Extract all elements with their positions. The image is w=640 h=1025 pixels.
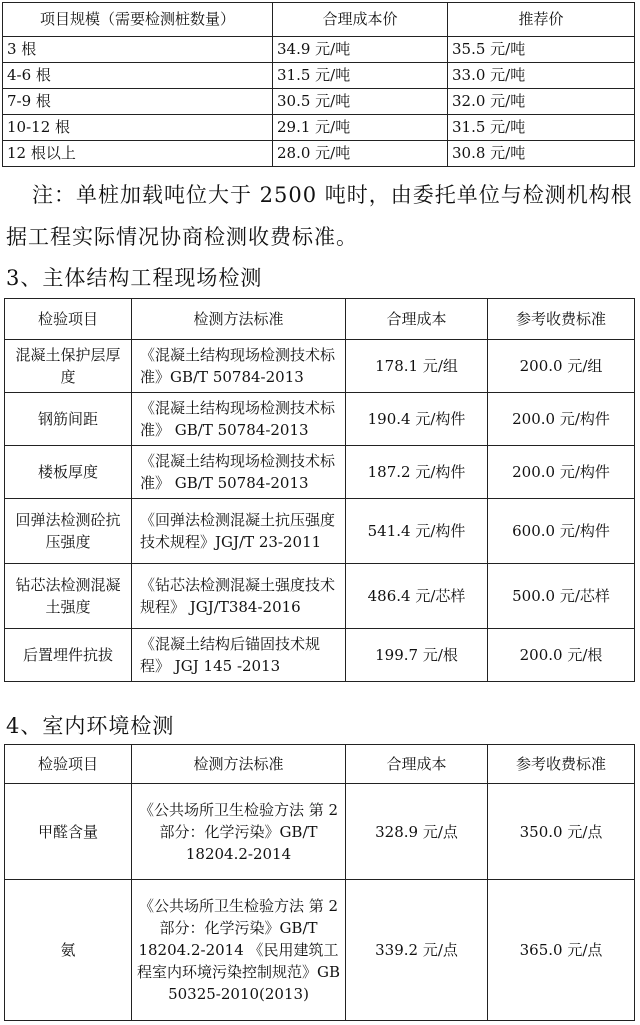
indoor-environment-table bbox=[4, 744, 635, 1021]
table-cell: 178.1 元/组 bbox=[346, 340, 488, 393]
column-header: 参考收费标准 bbox=[488, 745, 635, 784]
table-cell: 《回弹法检测混凝土抗压强度技术规程》JGJ/T 23-2011 bbox=[132, 499, 346, 564]
note-paragraph: 注：单桩加载吨位大于 2500 吨时，由委托单位与检测机构根据工程实际情况协商检测收费标准。 bbox=[6, 183, 633, 249]
table-cell: 《公共场所卫生检验方法 第 2 部分：化学污染》GB/T 18204.2-2014 《民用建筑工程室内环境污染控制规范》GB 50325-2010(2013) bbox=[132, 880, 346, 1021]
table-row bbox=[5, 880, 635, 1021]
table-cell: 541.4 元/构件 bbox=[346, 499, 488, 564]
table-cell: 甲醛含量 bbox=[5, 784, 132, 880]
table-row bbox=[3, 63, 635, 89]
table-cell: 楼板厚度 bbox=[5, 446, 132, 499]
table-cell: 《混凝土结构后锚固技术规程》 JGJ 145 -2013 bbox=[132, 629, 346, 682]
table-cell: 29.1 元/吨 bbox=[273, 115, 448, 141]
table-cell: 30.8 元/吨 bbox=[448, 141, 635, 167]
table-cell: 350.0 元/点 bbox=[488, 784, 635, 880]
table-header-row bbox=[3, 3, 635, 37]
table-cell: 500.0 元/芯样 bbox=[488, 564, 635, 629]
table-cell: 31.5 元/吨 bbox=[273, 63, 448, 89]
table-row bbox=[5, 393, 635, 446]
column-header: 检验项目 bbox=[5, 299, 132, 340]
table-row bbox=[5, 629, 635, 682]
table-header-row bbox=[5, 745, 635, 784]
table-cell: 31.5 元/吨 bbox=[448, 115, 635, 141]
table-cell: 3 根 bbox=[3, 37, 273, 63]
table-cell: 486.4 元/芯样 bbox=[346, 564, 488, 629]
table-cell: 34.9 元/吨 bbox=[273, 37, 448, 63]
table-cell: 200.0 元/根 bbox=[488, 629, 635, 682]
table-cell: 10-12 根 bbox=[3, 115, 273, 141]
table-cell: 200.0 元/构件 bbox=[488, 446, 635, 499]
table-cell: 回弹法检测砼抗压强度 bbox=[5, 499, 132, 564]
table-cell: 30.5 元/吨 bbox=[273, 89, 448, 115]
table-row bbox=[3, 37, 635, 63]
table-row bbox=[5, 499, 635, 564]
table-cell: 钻芯法检测混凝土强度 bbox=[5, 564, 132, 629]
table-cell: 199.7 元/根 bbox=[346, 629, 488, 682]
table-cell: 4-6 根 bbox=[3, 63, 273, 89]
section-heading: 4、室内环境检测 bbox=[6, 714, 175, 738]
column-header: 合理成本 bbox=[346, 745, 488, 784]
table-cell: 339.2 元/点 bbox=[346, 880, 488, 1021]
table-row bbox=[3, 115, 635, 141]
table-cell: 200.0 元/组 bbox=[488, 340, 635, 393]
table-cell: 《混凝土结构现场检测技术标准》GB/T 50784-2013 bbox=[132, 340, 346, 393]
table-row bbox=[5, 784, 635, 880]
column-header: 合理成本 bbox=[346, 299, 488, 340]
column-header: 合理成本价 bbox=[273, 3, 448, 37]
column-header: 检验项目 bbox=[5, 745, 132, 784]
table-cell: 7-9 根 bbox=[3, 89, 273, 115]
table-row bbox=[3, 141, 635, 167]
column-header: 推荐价 bbox=[448, 3, 635, 37]
table-header-row bbox=[5, 299, 635, 340]
table-cell: 28.0 元/吨 bbox=[273, 141, 448, 167]
table-row bbox=[5, 340, 635, 393]
table-cell: 后置埋件抗拔 bbox=[5, 629, 132, 682]
table-cell: 12 根以上 bbox=[3, 141, 273, 167]
structure-inspection-table bbox=[4, 298, 635, 682]
table-cell: 《混凝土结构现场检测技术标准》 GB/T 50784-2013 bbox=[132, 393, 346, 446]
table-row bbox=[5, 446, 635, 499]
column-header: 项目规模（需要检测桩数量） bbox=[3, 3, 273, 37]
column-header: 检测方法标准 bbox=[132, 299, 346, 340]
table-cell: 365.0 元/点 bbox=[488, 880, 635, 1021]
table-row bbox=[5, 564, 635, 629]
table-cell: 《混凝土结构现场检测技术标准》 GB/T 50784-2013 bbox=[132, 446, 346, 499]
table-cell: 32.0 元/吨 bbox=[448, 89, 635, 115]
table-cell: 187.2 元/构件 bbox=[346, 446, 488, 499]
column-header: 参考收费标准 bbox=[488, 299, 635, 340]
table-cell: 钢筋间距 bbox=[5, 393, 132, 446]
table-cell: 《公共场所卫生检验方法 第 2 部分：化学污染》GB/T 18204.2-2014 bbox=[132, 784, 346, 880]
table-cell: 190.4 元/构件 bbox=[346, 393, 488, 446]
table-row bbox=[3, 89, 635, 115]
section-heading: 3、主体结构工程现场检测 bbox=[6, 266, 263, 290]
table-cell: 33.0 元/吨 bbox=[448, 63, 635, 89]
column-header: 检测方法标准 bbox=[132, 745, 346, 784]
table-cell: 混凝土保护层厚度 bbox=[5, 340, 132, 393]
table-cell: 《钻芯法检测混凝土强度技术规程》 JGJ/T384-2016 bbox=[132, 564, 346, 629]
table-cell: 氨 bbox=[5, 880, 132, 1021]
table-cell: 600.0 元/构件 bbox=[488, 499, 635, 564]
pile-load-price-table bbox=[2, 2, 635, 167]
table-cell: 328.9 元/点 bbox=[346, 784, 488, 880]
table-cell: 35.5 元/吨 bbox=[448, 37, 635, 63]
table-cell: 200.0 元/构件 bbox=[488, 393, 635, 446]
